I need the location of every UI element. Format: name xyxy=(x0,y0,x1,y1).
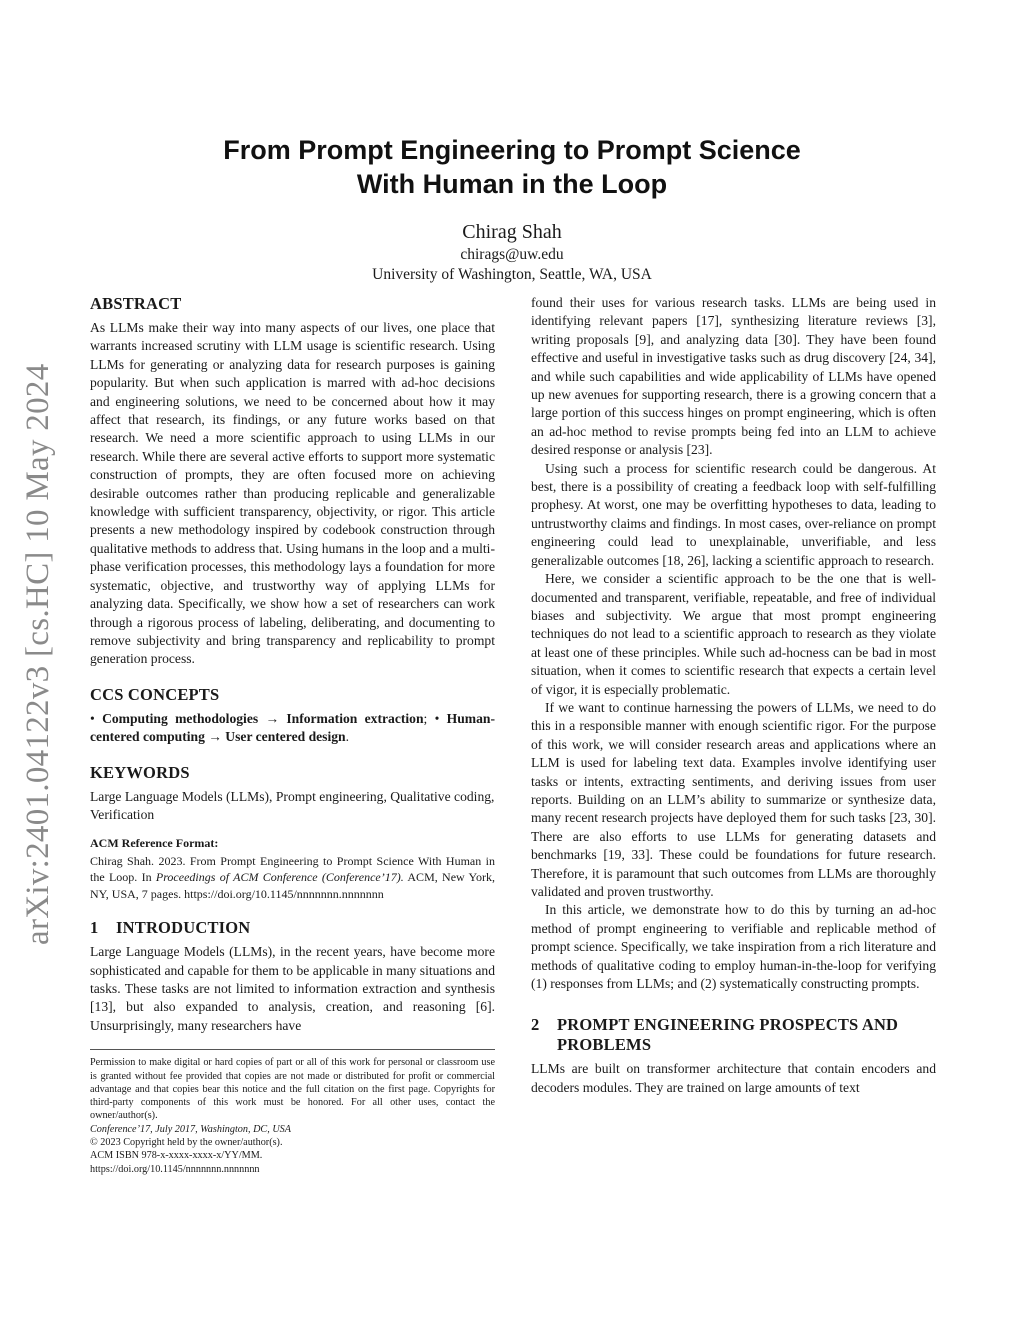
ccs-item-2-a: Human-centered computing xyxy=(90,710,495,745)
section-2-number: 2 xyxy=(531,1015,540,1035)
intro-paragraph-2: Using such a process for scientific research could be dangerous. At best, there is a possibility of creating a feedback loop with self-fulfilling prophesy. At worst, one may be overfitting hypotheses to data, leading to untrustworthy claims and findings. In most cases, over-reliance on prompt engineering could lead to unexplainable, unverifiable, and less generalizable outcomes [18, 26], lacking a scientific approach to research. xyxy=(531,460,936,568)
conference-info xyxy=(90,1123,495,1136)
intro-text: Large Language Models (LLMs), in the recent years, have become more sophisticated and capable for them to be applicable in many situations and tasks. These tasks are not limited to information extraction and synthesis [13], but also expanded to analysis, creation, and reasoning [6]. Unsurprisingly, many researchers have xyxy=(90,944,495,1033)
arxiv-identifier: arXiv:2401.04122v3 [cs.HC] 10 May 2024 xyxy=(20,363,56,945)
title-line-2: With Human in the Loop xyxy=(356,169,668,199)
intro-paragraph-4: If we want to continue harnessing the powers of LLMs, we need to do this in a responsible manner with enough scientific rigor. For the purpose of this work, we will consider research areas and applications where an LLM is used for labeling text data. Examples involve identifying user tasks or intents, extracting sentiments, and deriving issues from user reports. Building on an LLM’s ability to summarize or synthesize data, many recent research projects have deployed them for such tasks [23, 30]. There are also efforts to use LLMs for generating datasets and benchmarks [19, 33]. These could be foundations for future research. Therefore, it is paramount that such outcomes from LLMs are thoroughly validated and proven trustworthy. xyxy=(531,699,936,899)
section-2-title-line-1: PROMPT ENGINEERING PROSPECTS AND xyxy=(557,1015,899,1035)
paper-title xyxy=(0,133,1024,201)
left-column xyxy=(90,294,495,1176)
section-2-heading xyxy=(531,1015,936,1055)
author-email: chirags@uw.edu xyxy=(460,246,564,263)
acm-reference-text xyxy=(90,853,495,903)
ccs-item-2-b: User centered design xyxy=(225,729,346,745)
section-2-title-line-2: PROBLEMS xyxy=(557,1035,652,1055)
keywords-text: Large Language Models (LLMs), Prompt engineering, Qualitative coding, Verification xyxy=(90,788,495,822)
ccs-item-1-b: Information extraction xyxy=(286,710,424,726)
acm-reference-part-b: ACM, New York, NY, USA, 7 pages. https://doi.org/10.1145/nnnnnnn.nnnnnnn xyxy=(90,870,495,901)
intro-paragraph-5: In this article, we demonstrate how to do this by turning an ad-hoc method of prompt engineering to verifiable and replicable method of prompt science. Specifically, we take inspiration from a rich literature and methods of qualitative coding to employ human-in-the-loop for verifying (1) responses from LLMs; and (2) systematically constructing prompts. xyxy=(531,902,936,992)
conference-name: Conference’17, July 2017, Washington, DC, USA xyxy=(90,1123,291,1135)
ccs-item-1-a: Computing methodologies xyxy=(102,710,259,726)
author-name: Chirag Shah xyxy=(462,221,562,243)
keywords-heading: KEYWORDS xyxy=(90,762,190,782)
abstract-heading: ABSTRACT xyxy=(90,294,182,313)
ccs-concepts: • Computing methodologies → Information extraction; • Human-centered computing → User centered design. xyxy=(90,710,495,745)
title-line-1: From Prompt Engineering to Prompt Science xyxy=(223,135,801,165)
copyright-line: © 2023 Copyright held by the owner/author(s). xyxy=(90,1137,283,1149)
doi-line: https://doi.org/10.1145/nnnnnnn.nnnnnnn xyxy=(90,1163,260,1175)
intro-heading xyxy=(90,918,495,938)
footnote-rule xyxy=(90,1049,495,1050)
intro-paragraph-1: found their uses for various research tasks. LLMs are being used in identifying relevant papers [17], synthesizing literature reviews [3], writing proposals [9], and analyzing data [30]. They have been found effective and useful in investigative tasks such as drug discovery [24, 34], and while such capabilities and wide applicability of LLMs have opened up new avenues for supporting research, there is a growing concern that a large portion of this success hinges on prompt engineering, which is often an ad-hoc method to revise prompts being fed into an LLM to achieve desired response or analysis [23]. xyxy=(531,295,936,458)
ccs-heading: CCS CONCEPTS xyxy=(90,684,220,704)
isbn-line: ACM ISBN 978-x-xxxx-xxxx-x/YY/MM. xyxy=(90,1150,263,1162)
intro-number: 1 xyxy=(90,918,99,938)
abstract-text: As LLMs make their way into many aspects of our lives, one place that warrants increased scrutiny with LLM usage is scientific research. Using LLMs for generating or analyzing data for research purposes is gaining popularity. But when such application is marred with ad-hoc decisions and engineering solutions, we need to be concerned about how it may affect that research, its findings, or any future works based on that research. We need a more scientific approach to using LLMs in our research. While there are several active efforts to support more systematic construction of prompts, they are often focused more on achieving desirable outcomes rather than producing replicable and generalizable knowledge with sufficient transparency, objectivity, or rigor. This article presents a new methodology inspired by codebook construction through qualitative methods to address that. Using humans in the loop and a multi-phase verification processes, this methodology lays a foundation for more systematic, objective, and trustworthy way of applying LLMs for analyzing data. Specifically, we show how a set of researchers can work through a rigorous process of labeling, deliberating, and documenting to remove subjectivity and bring transparency and replicability to prompt generation process. xyxy=(90,320,495,667)
acm-reference-part-a: Chirag Shah. 2023. From Prompt Engineering to Prompt Science With Human in the Loop. In xyxy=(90,853,495,885)
permission-notice: Permission to make digital or hard copies of part or all of this work for personal or classroom use is granted without fee provided that copies are not made or distributed for profit or commercial advantage and that copies bear this notice and the full citation on the first page. Copyrights for third-party components of this work must be honored. For all other uses, contact the owner/author(s). xyxy=(90,1057,495,1122)
author-affiliation: University of Washington, Seattle, WA, USA xyxy=(372,266,652,283)
intro-paragraph-3: Here, we consider a scientific approach to be the one that is well-documented and transparent, verifiable, repeatable, and free of individual biases and subjectivity. We argue that most prompt engineering techniques do not lead to a scientific approach to research as they violate at least one of these principles. While such ad-hocness can be bad in most situation, when it comes to scientific research that expects a certain level of vigor, it is especially problematic. xyxy=(531,571,936,697)
acm-reference-heading: ACM Reference Format: xyxy=(90,836,219,851)
author-block xyxy=(0,219,1024,285)
section-2-text: LLMs are built on transformer architecture that contain encoders and decoders modules. They are trained on large amounts of text xyxy=(531,1061,936,1095)
intro-title: INTRODUCTION xyxy=(116,918,251,938)
right-column xyxy=(531,294,936,1097)
acm-reference-venue: Proceedings of ACM Conference (Conference’17). xyxy=(155,870,404,885)
